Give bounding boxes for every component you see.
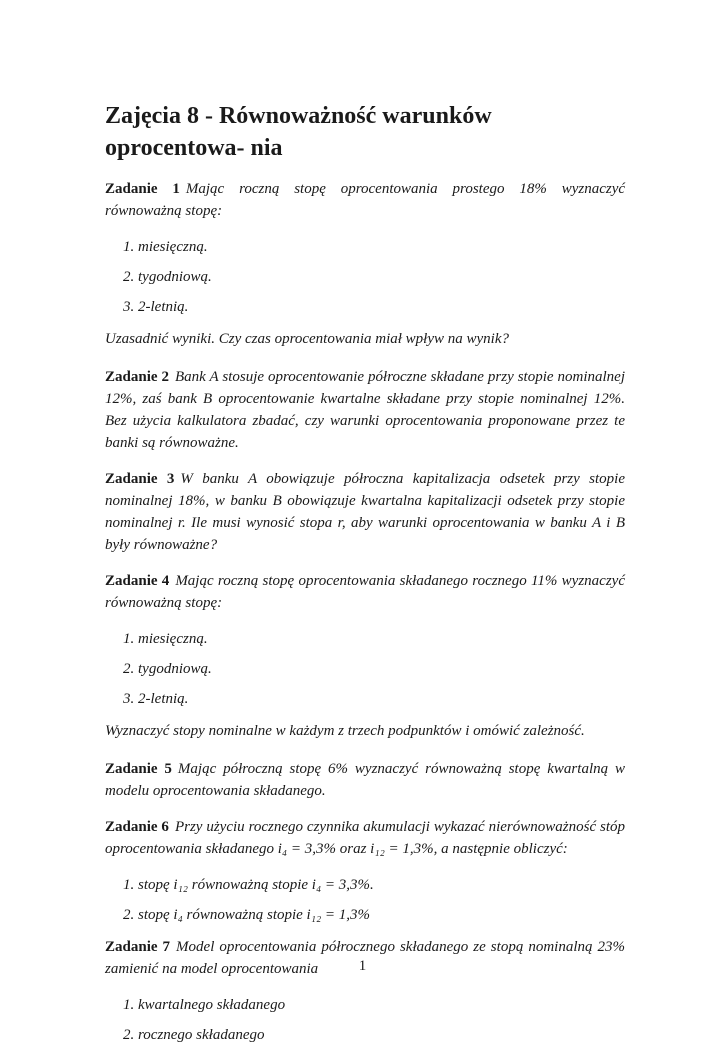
- task-2: [105, 366, 625, 454]
- list-item: 1. miesięczną.: [123, 631, 208, 647]
- list-item: 2. rocznego składanego: [123, 1027, 265, 1043]
- page-title: Zajęcia 8 - Równoważność warunków oprocentowa- nia: [105, 103, 492, 161]
- list-item: 2. stopę i₄ równoważną stopie i₁₂ = 1,3%: [123, 907, 371, 923]
- task-1-subitems: [105, 236, 625, 318]
- task-6: [105, 816, 625, 860]
- task-text: Przy użyciu rocznego czynnika akumulacji wykazać nierównoważność stóp oprocentowania składanego i₄ = 3,3% oraz i₁₂ = 1,3%, a następnie obliczyć:: [105, 819, 626, 857]
- list-item: 1. stopę i₁₂ równoważną stopie i₄ = 3,3%.: [123, 877, 374, 893]
- task-label: Zadanie 7: [105, 939, 171, 955]
- task-text: Model oprocentowania półrocznego składanego ze stopą nominalną 23% zamienić na model oprocentowania: [105, 939, 626, 977]
- task-1: [105, 178, 625, 222]
- list-item: 2. tygodniową.: [123, 269, 212, 285]
- task-4: [105, 570, 625, 614]
- task-label: Zadanie 2: [105, 369, 169, 385]
- task-text: W banku A obowiązuje półroczna kapitalizacja odsetek przy stopie nominalnej 18%, w banku B obowiązuje kwartalna kapitalizacji odsetek przy stopie nominalnej r. Ile musi wynosić stopa r, aby warunki oprocentowania w banku A i B były równoważne?: [105, 471, 626, 553]
- list-item: 2. tygodniową.: [123, 661, 212, 677]
- task-list: [105, 178, 625, 1046]
- list-item: 1. miesięczną.: [123, 239, 208, 255]
- task-label: Zadanie 5: [105, 761, 172, 777]
- list-item: 3. 2-letnią.: [123, 299, 189, 315]
- task-text: Bank A stosuje oprocentowanie półroczne składane przy stopie nominalnej 12%, zaś bank B oprocentowanie kwartalne składane przy stopie nominalnej 12%. Bez użycia kalkulatora zbadać, czy warunki oprocentowania proponowane przez te banki są równoważne.: [105, 369, 625, 451]
- task-5: [105, 758, 625, 802]
- task-1-followup: Uzasadnić wyniki. Czy czas oprocentowania miał wpływ na wynik?: [105, 331, 509, 347]
- task-text: Mając półroczną stopę 6% wyznaczyć równoważną stopę kwartalną w modelu oprocentowania składanego.: [105, 761, 626, 799]
- page-number: 1: [358, 958, 367, 974]
- task-text: Mając roczną stopę oprocentowania składanego rocznego 11% wyznaczyć równoważną stopę:: [105, 573, 625, 611]
- task-3: [105, 468, 625, 556]
- task-label: Zadanie 6: [105, 819, 169, 835]
- task-4-followup: Wyznaczyć stopy nominalne w każdym z trzech podpunktów i omówić zależność.: [105, 723, 585, 739]
- task-6-subitems: [105, 874, 625, 926]
- document-page: [105, 100, 625, 1056]
- task-label: Zadanie 4: [105, 573, 170, 589]
- list-item: 1. kwartalnego składanego: [123, 997, 286, 1013]
- task-7-subitems: [105, 994, 625, 1046]
- task-4-subitems: [105, 628, 625, 710]
- task-text: Mając roczną stopę oprocentowania prostego 18% wyznaczyć równoważną stopę:: [105, 181, 626, 219]
- list-item: 3. 2-letnią.: [123, 691, 189, 707]
- task-label: Zadanie 1: [105, 181, 180, 197]
- task-label: Zadanie 3: [105, 471, 175, 487]
